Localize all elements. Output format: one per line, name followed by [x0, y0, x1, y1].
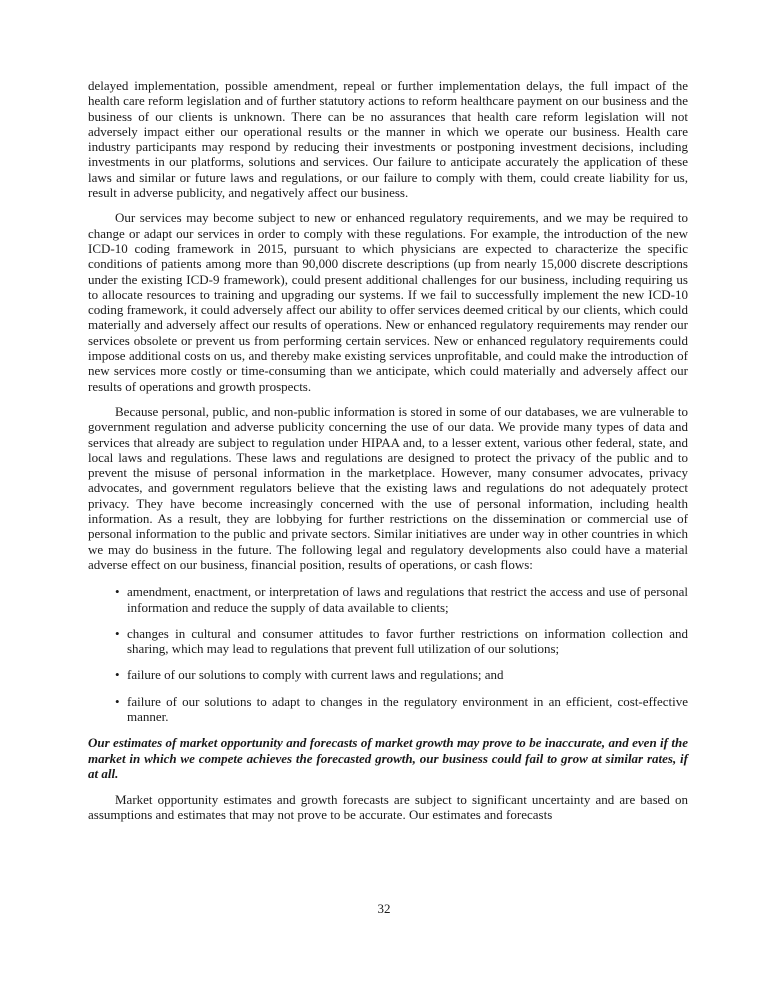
- page-number: 32: [377, 901, 391, 916]
- paragraph-market-opportunity-estimates: Market opportunity estimates and growth forecasts are subject to significant uncertainty and are based on assumptions and estimates that may not prove to be accurate. Our estimates and forecasts: [88, 792, 688, 823]
- bullet-item-compliance-failure: • failure of our solutions to comply with current laws and regulations; and: [115, 667, 688, 682]
- bullet-item-adaptation-failure: • failure of our solutions to adapt to changes in the regulatory environment in an efficient, cost-effective manner.: [115, 694, 688, 725]
- paragraph-privacy-regulation: Because personal, public, and non-public information is stored in some of our databases, we are vulnerable to government regulation and adverse publicity concerning the use of our data. We provide many types of data and services that already are subject to regulation under HIPAA and, to a lesser extent, various other federal, state, and local laws and regulations. These laws and regulations are designed to protect the privacy of the public and to prevent the misuse of personal information in the marketplace. However, many consumer advocates, privacy advocates, and government regulators believe that the existing laws and regulations do not adequately protect privacy. They have become increasingly concerned with the use of personal information, including health information. As a result, they are lobbying for further restrictions on the dissemination or commercial use of personal information to the public and private sectors. Similar initiatives are under way in other countries in which we may do business in the future. The following legal and regulatory developments also could have a material adverse effect on our business, financial position, results of operations, or cash flows:: [88, 403, 688, 572]
- document-body: [88, 78, 688, 833]
- legal-developments-bullet-list: [88, 584, 688, 724]
- bullet-item-cultural-attitudes: • changes in cultural and consumer attitudes to favor further restrictions on information collection and sharing, which may lead to regulations that prevent full utilization of our solutions;: [115, 626, 688, 657]
- bullet-item-amendment: • amendment, enactment, or interpretation of laws and regulations that restrict the access and use of personal information and reduce the supply of data available to clients;: [115, 584, 688, 615]
- paragraph-regulatory-requirements: Our services may become subject to new or enhanced regulatory requirements, and we may be required to change or adapt our services in order to comply with these regulations. For example, the introduction of the new ICD-10 coding framework in 2015, pursuant to which physicians are expected to characterize the specific conditions of patients among more than 90,000 discrete descriptions (up from nearly 15,000 discrete descriptions under the existing ICD-9 framework), could present additional challenges for our business, including requiring us to allocate resources to training and upgrading our systems. If we fail to successfully implement the new ICD-10 coding framework, it could adversely affect our ability to offer services deemed critical by our clients, which could materially and adversely affect our results of operations. New or enhanced regulatory requirements may render our services obsolete or prevent us from performing certain services. New or enhanced regulatory requirements could impose additional costs on us, and thereby make existing services unprofitable, and could make the introduction of new services more costly or time-consuming than we anticipate, which could materially and adversely affect our results of operations and growth prospects.: [88, 210, 688, 394]
- risk-factor-heading-market-estimates: Our estimates of market opportunity and forecasts of market growth may prove to be inaccurate, and even if the market in which we compete achieves the forecasted growth, our business could fail to grow at similar rates, if at all.: [88, 735, 688, 782]
- paragraph-healthcare-reform-continuation: delayed implementation, possible amendment, repeal or further implementation delays, the full impact of the health care reform legislation and of further statutory actions to reform healthcare payment on our business and the business of our clients is unknown. There can be no assurances that health care reform legislation will not adversely impact either our operational results or the manner in which we operate our business. Health care industry participants may respond by reducing their investments or postponing investment decisions, including investments in our platforms, solutions and services. Our failure to anticipate accurately the application of these laws and similar or future laws and regulations, or our failure to comply with them, could create liability for us, result in adverse publicity, and negatively affect our business.: [88, 78, 688, 201]
